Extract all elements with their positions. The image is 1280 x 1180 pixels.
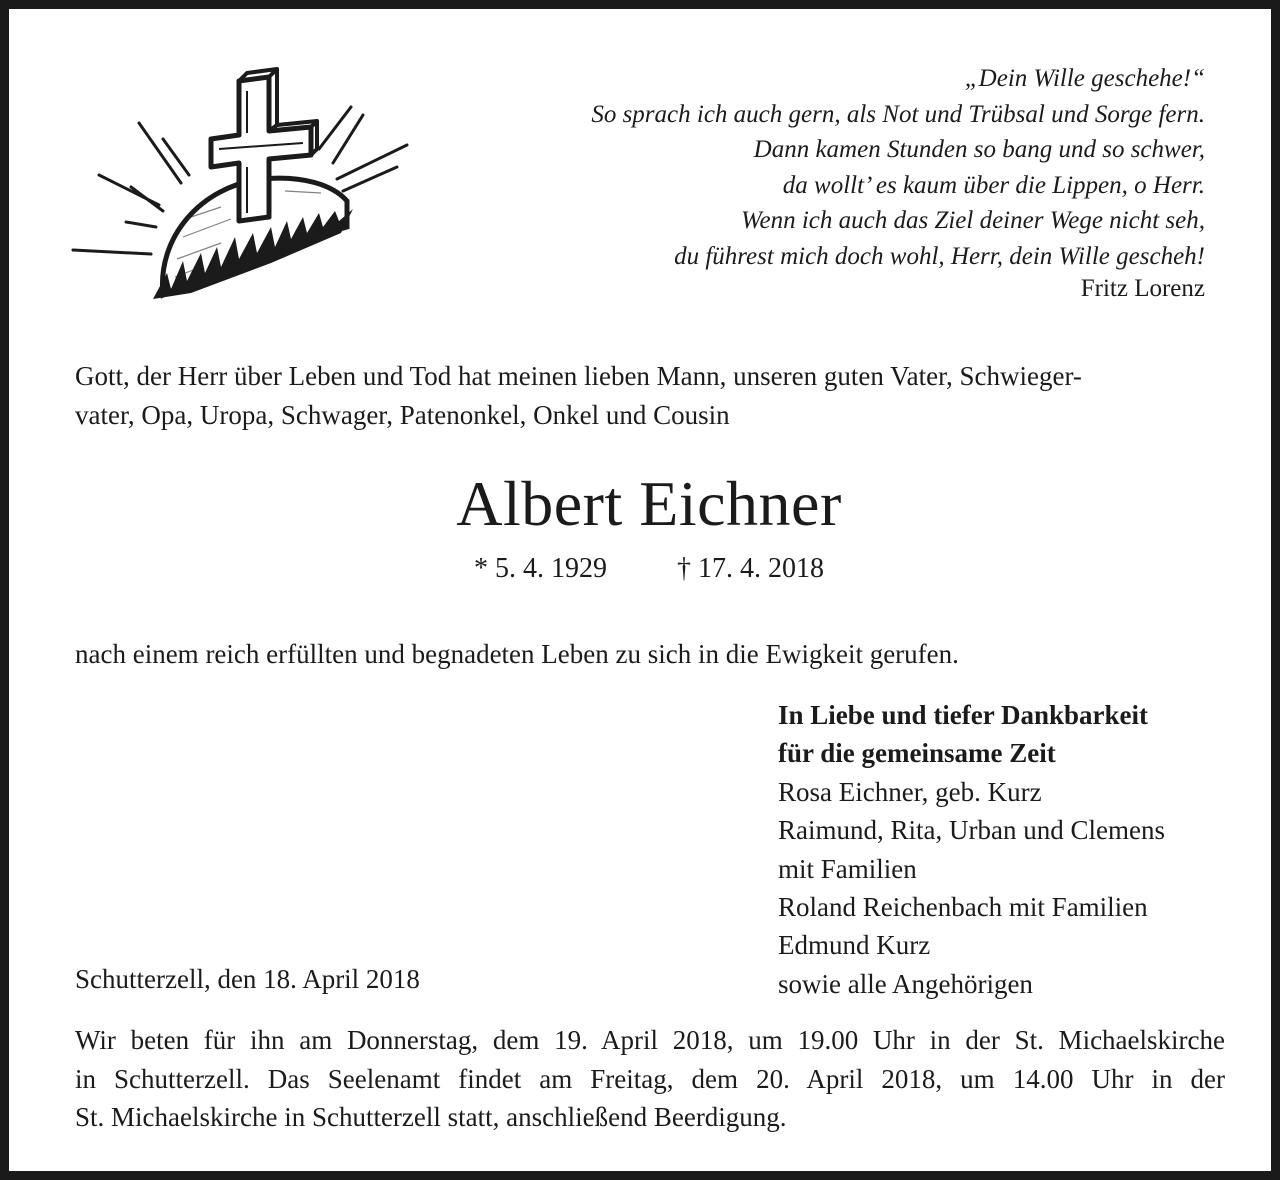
poem-author: Fritz Lorenz [1080, 275, 1205, 302]
poem-line: Wenn ich auch das Ziel deiner Wege nicht seh, [740, 207, 1205, 234]
intro-line: vater, Opa, Uropa, Schwager, Patenonkel, Onkel und Cousin [75, 400, 730, 430]
poem-line: „Dein Wille geschehe!“ [964, 65, 1205, 92]
family-member: Rosa Eichner, geb. Kurz [778, 776, 1042, 807]
poem-line: du führest mich doch wohl, Herr, dein Wille gescheh! [674, 242, 1205, 270]
poem-line: da wollt’ es kaum über die Lippen, o Herr. [782, 171, 1205, 199]
family-block [778, 696, 1238, 1003]
poem-block [445, 61, 1205, 274]
poem-line: Dann kamen Stunden so bang und so schwer, [753, 136, 1205, 163]
family-member: Roland Reichenbach mit Familien [778, 892, 1148, 923]
birth-date: * 5. 4. 1929 [474, 553, 607, 584]
death-date: † 17. 4. 2018 [677, 553, 824, 584]
family-member: Edmund Kurz [778, 930, 931, 961]
cross-on-hill-with-sun-rays-icon [71, 67, 411, 307]
life-dates [9, 553, 1280, 585]
family-heading: In Liebe und tiefer Dankbarkeit [778, 700, 1149, 730]
family-heading: für die gemeinsame Zeit [778, 738, 1056, 769]
deceased-name: Albert Eichner [456, 468, 842, 539]
poem-line: So sprach ich auch gern, als Not und Trübsal und Sorge fern. [591, 100, 1205, 128]
family-member: sowie alle Angehörigen [778, 968, 1033, 999]
service-notice [75, 1021, 1225, 1137]
notice-line: St. Michaelskirche in Schutterzell statt, anschließend Beerdigung. [75, 1102, 787, 1132]
family-member: mit Familien [778, 853, 917, 884]
notice-line: Wir beten für ihn am Donnerstag, dem 19. April 2018, um 19.00 Uhr in der St. Michaelskirche [75, 1025, 1225, 1055]
called-text: nach einem reich erfüllten und begnadeten Leben zu sich in die Ewigkeit gerufen. [75, 639, 959, 669]
intro-line: Gott, der Herr über Leben und Tod hat meinen lieben Mann, unseren guten Vater, Schwieger- [75, 361, 1082, 391]
family-member: Raimund, Rita, Urban und Clemens [778, 815, 1165, 846]
notice-line: in Schutterzell. Das Seelenamt findet am Freitag, dem 20. April 2018, um 14.00 Uhr in der [75, 1063, 1225, 1094]
place-date: Schutterzell, den 18. April 2018 [75, 964, 420, 994]
intro-text [75, 357, 1225, 435]
